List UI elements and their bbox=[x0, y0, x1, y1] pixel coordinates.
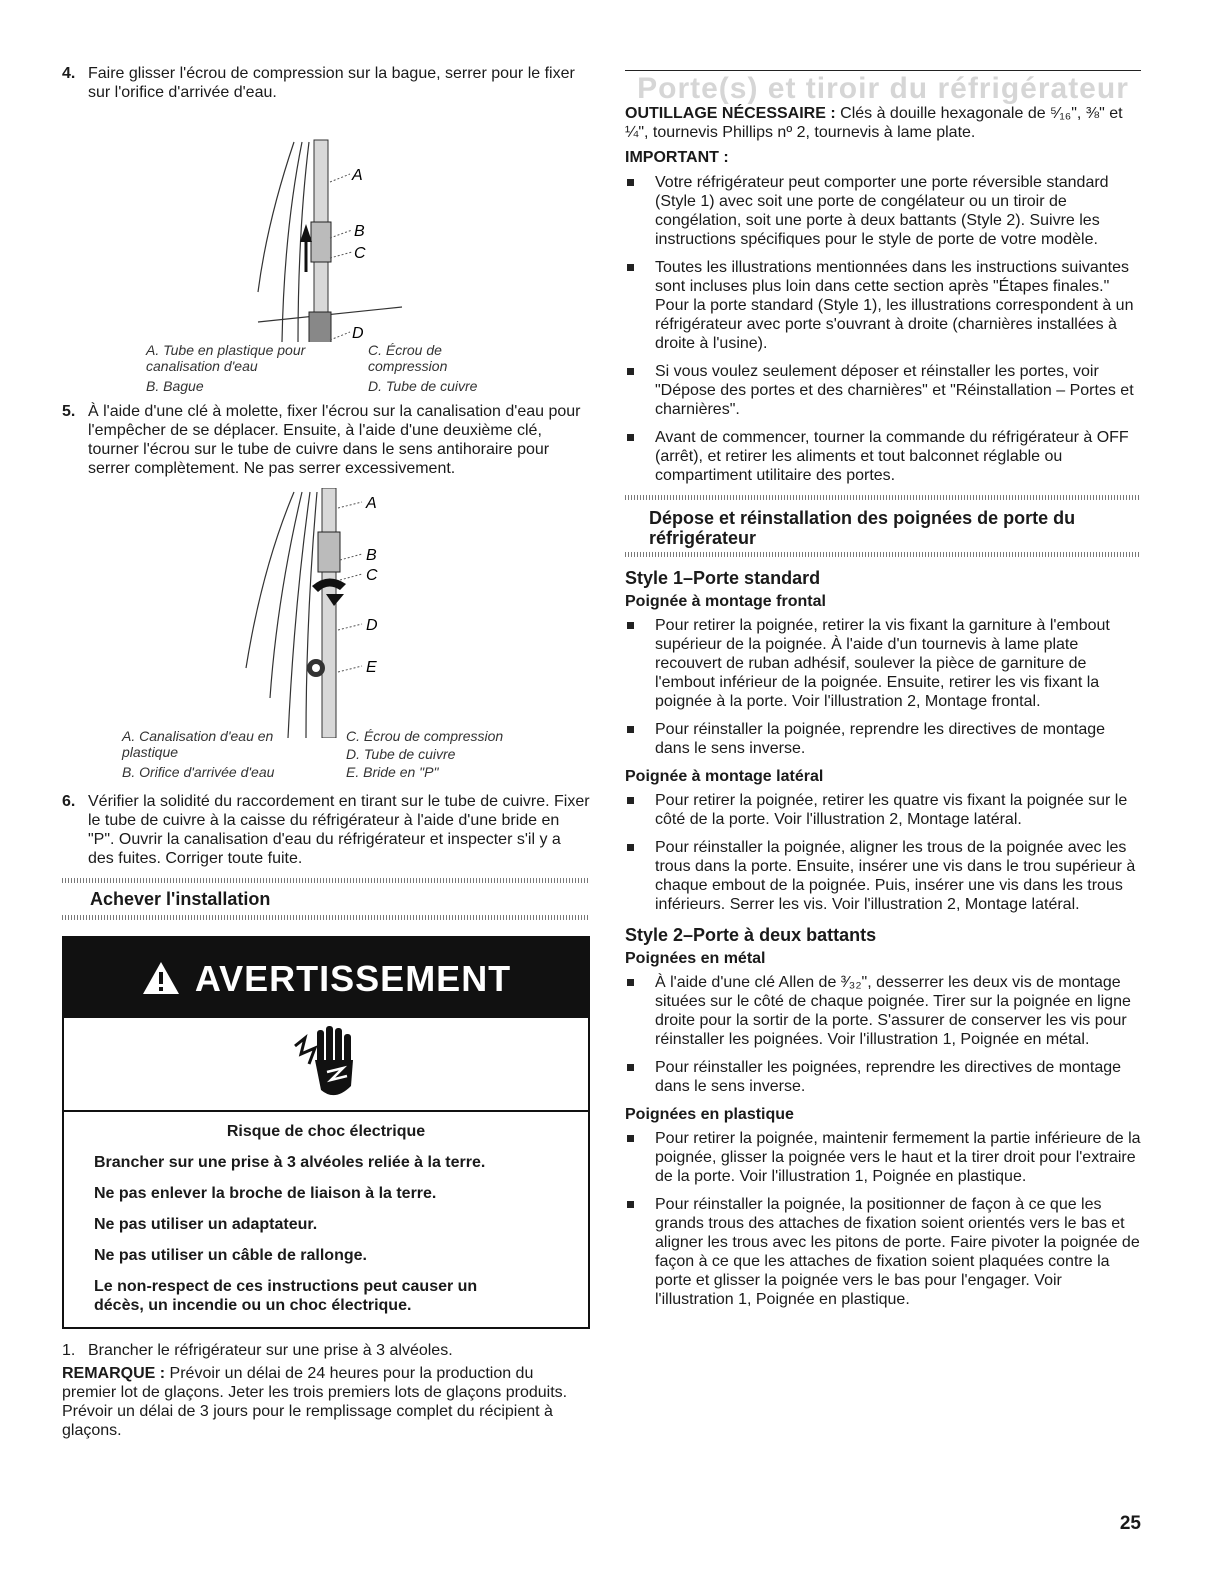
metal-bullet: À l'aide d'une clé Allen de ³⁄₃₂", desserrer les deux vis de montage situées sur le côté de chaque poignée. Tirer sur la poignée en ligne droite pour la sortir de la porte. S'assurer de conserver les vis pour réinstaller les poignées. Voir l'illustration 1, Poignée en métal. bbox=[625, 973, 1141, 1049]
metal-title: Poignées en métal bbox=[625, 950, 766, 967]
warning-line: Ne pas utiliser un câble de rallonge. bbox=[94, 1247, 367, 1264]
warning-risk: Risque de choc électrique bbox=[226, 1123, 426, 1140]
tools-required bbox=[625, 104, 1141, 142]
tools-label: OUTILLAGE NÉCESSAIRE : bbox=[625, 105, 836, 122]
step-6 bbox=[62, 792, 590, 868]
remark bbox=[62, 1364, 590, 1440]
caption-a: A. Canalisation d'eau en plastique bbox=[122, 728, 274, 760]
important-bullet: Toutes les illustrations mentionnées dans les instructions suivantes sont incluses plus loin dans cette section après "Étapes finales." Pour la porte standard (Style 1), les illustrations correspondent à un réfrigérateur avec porte s'ouvrant à droite (charnières installées à droite à l'usine). bbox=[625, 258, 1141, 353]
figure-label-a: A bbox=[366, 495, 377, 512]
caption-b: B. Bague bbox=[146, 378, 204, 394]
style2-title: Style 2–Porte à deux battants bbox=[625, 925, 877, 945]
frontal-title: Poignée à montage frontal bbox=[625, 593, 826, 610]
lateral-title: Poignée à montage latéral bbox=[625, 768, 824, 785]
important-bullet: Votre réfrigérateur peut comporter une porte réversible standard (Style 1) avec soit une porte de congélateur ou un tiroir de congélation, soit une porte à deux battants (Style 2). Suivre les instructions spécifiques pour le style de porte de votre modèle. bbox=[625, 173, 1141, 249]
important-bullet: Avant de commencer, tourner la commande du réfrigérateur à OFF (arrêt), et retirer les aliments et tout balconnet réglable ou compartiment utilitaire des portes. bbox=[625, 428, 1141, 485]
warning-title: AVERTISSEMENT bbox=[194, 957, 512, 999]
figure-label-d: D bbox=[352, 325, 364, 342]
caption-c: C. Écrou de compression bbox=[346, 728, 504, 744]
metal-bullet: Pour réinstaller les poignées, reprendre les directives de montage dans le sens inverse. bbox=[625, 1058, 1141, 1096]
figure-label-c: C bbox=[354, 245, 366, 262]
caption-c: C. Écrou de compression bbox=[368, 342, 448, 374]
warning-line: Ne pas utiliser un adaptateur. bbox=[94, 1216, 318, 1233]
warning-line: Brancher sur une prise à 3 alvéoles reliée à la terre. bbox=[94, 1154, 486, 1171]
lateral-bullet: Pour réinstaller la poignée, aligner les trous de la poignée avec les trous dans la porte. Ensuite, insérer une vis dans le trou supérieur à chaque embout de la poignée. Puis, insérer une vis dans les trous inférieurs. Serrer les vis. Voir l'illustration 2, Montage latéral. bbox=[625, 838, 1141, 914]
figure-wrench-tighten bbox=[62, 488, 590, 738]
water-line-diagram-1 bbox=[62, 112, 590, 342]
lateral-bullet: Pour retirer la poignée, retirer les quatre vis fixant la poignée sur le côté de la porte. Voir l'illustration 2, Montage latéral. bbox=[625, 791, 1141, 829]
figure-label-b: B bbox=[366, 547, 377, 564]
tools-text: Clés à douille hexagonale de ⁵⁄₁₆", ⅜" et ¼", tournevis Phillips nº 2, tournevis à lame plate. bbox=[625, 105, 1123, 141]
step-number: 4. bbox=[62, 65, 76, 82]
plastic-bullet: Pour réinstaller la poignée, la positionner de façon à ce que les grands trous des attaches de fixation soient orientés vers le bas et aligner les trous avec les pitons de porte. Faire pivoter la poignée de façon à ce que les attaches de fixation soient plaquées contre la porte et glisser la poignée vers le bas pour l'engager. Voir l'illustration 1, Poignée en plastique. bbox=[625, 1195, 1141, 1309]
page-number: 25 bbox=[1119, 1513, 1141, 1534]
figure-1-captions bbox=[62, 342, 590, 400]
plastic-bullet: Pour retirer la poignée, maintenir fermement la partie inférieure de la poignée, glisser la poignée vers le haut et la tirer droit pour l'extraire de la porte. Voir l'illustration 1, Poignée en plastique. bbox=[625, 1129, 1141, 1186]
step-text: Brancher le réfrigérateur sur une prise à 3 alvéoles. bbox=[88, 1342, 453, 1359]
figure-label-d: D bbox=[366, 617, 378, 634]
caption-d: D. Tube de cuivre bbox=[368, 378, 478, 394]
caption-a: A. Tube en plastique pour canalisation d'eau bbox=[146, 342, 306, 374]
frontal-bullet: Pour réinstaller la poignée, reprendre les directives de montage dans le sens inverse. bbox=[625, 720, 1141, 758]
step-text: Faire glisser l'écrou de compression sur la bague, serrer pour le fixer sur l'orifice d'arrivée d'eau. bbox=[88, 65, 575, 101]
step-5 bbox=[62, 402, 590, 478]
remark-label: REMARQUE : bbox=[62, 1365, 166, 1382]
figure-label-e: E bbox=[366, 659, 377, 676]
warning-box bbox=[62, 936, 590, 1329]
style1-title: Style 1–Porte standard bbox=[625, 568, 821, 588]
step-number: 6. bbox=[62, 793, 76, 810]
figure-compression-nut bbox=[62, 112, 590, 342]
remark-text: Prévoir un délai de 24 heures pour la production du premier lot de glaçons. Jeter les trois premiers lots de glaçons produits. Prévoir un délai de 3 jours pour le remplissage complet du récipient à glaçons. bbox=[62, 1365, 568, 1439]
water-line-diagram-2 bbox=[62, 488, 590, 738]
important-bullet: Si vous voulez seulement déposer et réinstaller les portes, voir "Dépose des portes et des charnières" et "Réinstallation – Portes et charnières". bbox=[625, 362, 1141, 419]
warning-line: Ne pas enlever la broche de liaison à la terre. bbox=[94, 1185, 437, 1202]
warning-consequence: Le non-respect de ces instructions peut causer un décès, un incendie ou un choc électrique. bbox=[94, 1278, 478, 1314]
figure-label-b: B bbox=[354, 223, 365, 240]
step-text: À l'aide d'une clé à molette, fixer l'écrou sur la canalisation d'eau pour l'empêcher de se déplacer. Ensuite, à l'aide d'une deuxième clé, tourner l'écrou sur le tube de cuivre dans le sens antihoraire pour serrer complètement. Ne pas serrer excessivement. bbox=[88, 403, 581, 477]
figure-label-c: C bbox=[366, 567, 378, 584]
frontal-bullet: Pour retirer la poignée, retirer la vis fixant la garniture à l'embout supérieur de la poignée. À l'aide d'un tournevis à lame plate recouvert de ruban adhésif, soulever la pièce de garniture de l'embout inférieur de la poignée. Ensuite, retirer les vis fixant la poignée à la porte. Voir l'illustration 2, Montage frontal. bbox=[625, 616, 1141, 711]
warning-body bbox=[64, 1112, 588, 1327]
caption-e: E. Bride en "P" bbox=[346, 764, 439, 780]
section-title: Dépose et réinstallation des poignées de porte du réfrigérateur bbox=[649, 508, 1076, 548]
caption-d: D. Tube de cuivre bbox=[346, 746, 456, 762]
important-label: IMPORTANT : bbox=[625, 149, 729, 166]
warning-icon-area bbox=[64, 1018, 588, 1112]
page-title: Porte(s) et tiroir du réfrigérateur bbox=[637, 72, 1129, 105]
section-divider bbox=[62, 915, 590, 920]
step-number: 5. bbox=[62, 403, 76, 420]
step-1 bbox=[62, 1341, 590, 1360]
figure-2-captions bbox=[62, 728, 590, 786]
left-column bbox=[62, 64, 590, 1440]
figure-label-a: A bbox=[352, 167, 363, 184]
step-text: Vérifier la solidité du raccordement en tirant sur le tube de cuivre. Fixer le tube de cuivre à la caisse du réfrigérateur à l'aide d'une bride en "P". Ouvrir la canalisation d'eau du réfrigérateur et inspecter s'il y a des fuites. Corriger toute fuite. bbox=[88, 793, 590, 867]
top-rule bbox=[625, 70, 1141, 71]
electric-shock-hand-icon bbox=[291, 1024, 361, 1104]
plastic-title: Poignées en plastique bbox=[625, 1106, 794, 1123]
section-divider bbox=[625, 552, 1141, 557]
section-title: Achever l'installation bbox=[90, 889, 271, 909]
right-column bbox=[625, 70, 1141, 1318]
step-number: 1. bbox=[62, 1342, 76, 1359]
step-4 bbox=[62, 64, 590, 102]
caption-b: B. Orifice d'arrivée d'eau bbox=[122, 764, 275, 780]
warning-triangle-icon bbox=[141, 960, 181, 996]
warning-header bbox=[64, 938, 588, 1018]
